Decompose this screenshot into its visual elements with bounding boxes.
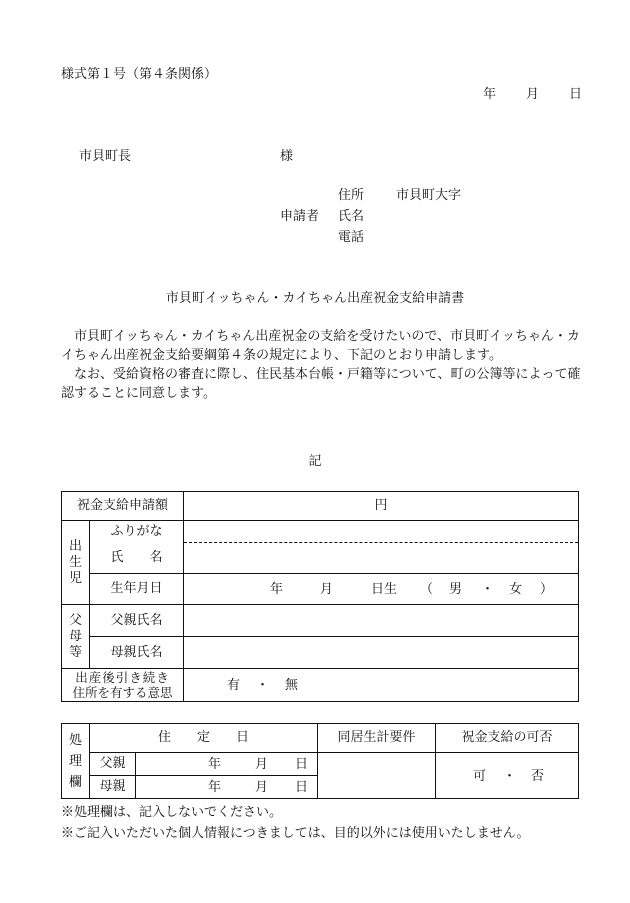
child-group-label: 出生児: [69, 538, 83, 586]
applicant-name-label: 氏名: [338, 209, 365, 224]
intent-label-line2: 住所を有する意思: [72, 685, 173, 700]
cohabit-header: [318, 724, 436, 753]
intent-sep: ・: [256, 678, 270, 693]
birth-month-label: 月: [320, 582, 334, 597]
residence-date-label: 住 定 日: [158, 730, 250, 746]
applicant-address-label: 住所: [338, 188, 365, 203]
mother-name-input-cell[interactable]: [184, 637, 579, 669]
father-date-month: 月: [255, 757, 269, 772]
date-year-label: 年: [483, 87, 497, 102]
child-name-label: 氏 名: [110, 549, 163, 565]
process-father-date-cell: [136, 753, 318, 776]
birthdate-input-cell[interactable]: [184, 574, 579, 605]
body-paragraph-2: なお、受給資格の審査に際し、住民基本台帳・戸籍等について、町の公簿等によって確認することに同意します。: [61, 367, 581, 401]
deny-label: 否: [531, 769, 545, 784]
child-name-label-cell: [90, 543, 184, 574]
parents-group-label: 父母等: [69, 612, 83, 660]
gender-male[interactable]: 男: [449, 582, 463, 597]
father-name-label: 父親氏名: [110, 612, 163, 628]
recipient-honorific: 様: [280, 149, 294, 164]
child-name-input-cell[interactable]: [184, 543, 579, 574]
note-2: ※ご記入いただいた個人情報につきましては、目的以外には使用いたしません。: [61, 826, 530, 841]
residence-date-header: [90, 724, 318, 753]
gender-open: （: [420, 582, 434, 597]
intent-yes[interactable]: 有: [227, 678, 241, 693]
intent-input-cell[interactable]: [184, 669, 579, 702]
applicant-phone-label: 電話: [338, 230, 365, 245]
cohabit-label: 同居生計要件: [337, 730, 416, 746]
process-mother-label: 母親: [99, 779, 126, 795]
applicant-label: 申請者: [280, 209, 320, 224]
process-mother-date-cell: [136, 776, 318, 799]
mother-date-year: 年: [208, 780, 222, 795]
document-title: 市貝町イッちゃん・カイちゃん出産祝金支給申請書: [165, 291, 465, 306]
process-mother-cell: [90, 776, 136, 799]
date-month-label: 月: [526, 87, 540, 102]
father-date-day: 日: [295, 757, 309, 772]
furigana-label-cell: [90, 521, 184, 543]
intent-label-line1: 出産後引き続き: [75, 670, 170, 685]
birthdate-label-cell: [90, 574, 184, 605]
birth-year-label: 年: [270, 582, 284, 597]
applicant-address-value: 市貝町大字: [396, 188, 462, 203]
birthdate-label: 生年月日: [110, 581, 163, 597]
child-group-cell: [62, 521, 90, 605]
note-1: ※処理欄は、記入しないでください。: [61, 805, 283, 820]
process-group-label: 処理欄: [69, 732, 83, 790]
form-number: 様式第１号（第４条関係）: [61, 67, 218, 82]
gender-sep: ・: [481, 582, 495, 597]
amount-label-cell: [62, 492, 184, 521]
cohabit-value-cell: [318, 753, 436, 799]
approve-sep: ・: [503, 769, 517, 784]
intent-no[interactable]: 無: [285, 678, 299, 693]
approve-label: 可: [473, 769, 487, 784]
payment-value-cell: [436, 753, 579, 799]
gender-close: ）: [540, 582, 554, 597]
payment-header: [436, 724, 579, 753]
parents-group-cell: [62, 605, 90, 669]
body-text: [61, 327, 581, 403]
date-day-label: 日: [569, 87, 583, 102]
process-father-cell: [90, 753, 136, 776]
application-table: [61, 491, 579, 702]
father-name-input-cell[interactable]: [184, 605, 579, 637]
process-group-cell: [62, 724, 90, 799]
mother-date-day: 日: [295, 780, 309, 795]
body-paragraph-1: 市貝町イッちゃん・カイちゃん出産祝金の支給を受けたいので、市貝町イッちゃん・カイちゃん出産祝金支給要綱第４条の規定により、下記のとおり申請します。: [61, 329, 580, 363]
birth-day-label: 日生: [371, 582, 398, 597]
amount-unit: 円: [374, 498, 388, 514]
father-label-cell: [90, 605, 184, 637]
intent-label-cell: [62, 669, 184, 702]
father-date-year: 年: [208, 757, 222, 772]
gender-female[interactable]: 女: [509, 582, 523, 597]
recipient-name: 市貝町長: [79, 149, 132, 164]
mother-label-cell: [90, 637, 184, 669]
mother-name-label: 母親氏名: [110, 644, 163, 660]
mother-date-month: 月: [255, 780, 269, 795]
payment-label: 祝金支給の可否: [461, 730, 553, 746]
amount-input-cell[interactable]: [184, 492, 579, 521]
process-father-label: 父親: [99, 756, 126, 772]
processing-table: [61, 723, 579, 799]
amount-label: 祝金支給申請額: [77, 498, 169, 514]
ki-heading: 記: [308, 454, 322, 469]
furigana-input-cell[interactable]: [184, 521, 579, 543]
furigana-label: ふりがな: [110, 523, 163, 539]
